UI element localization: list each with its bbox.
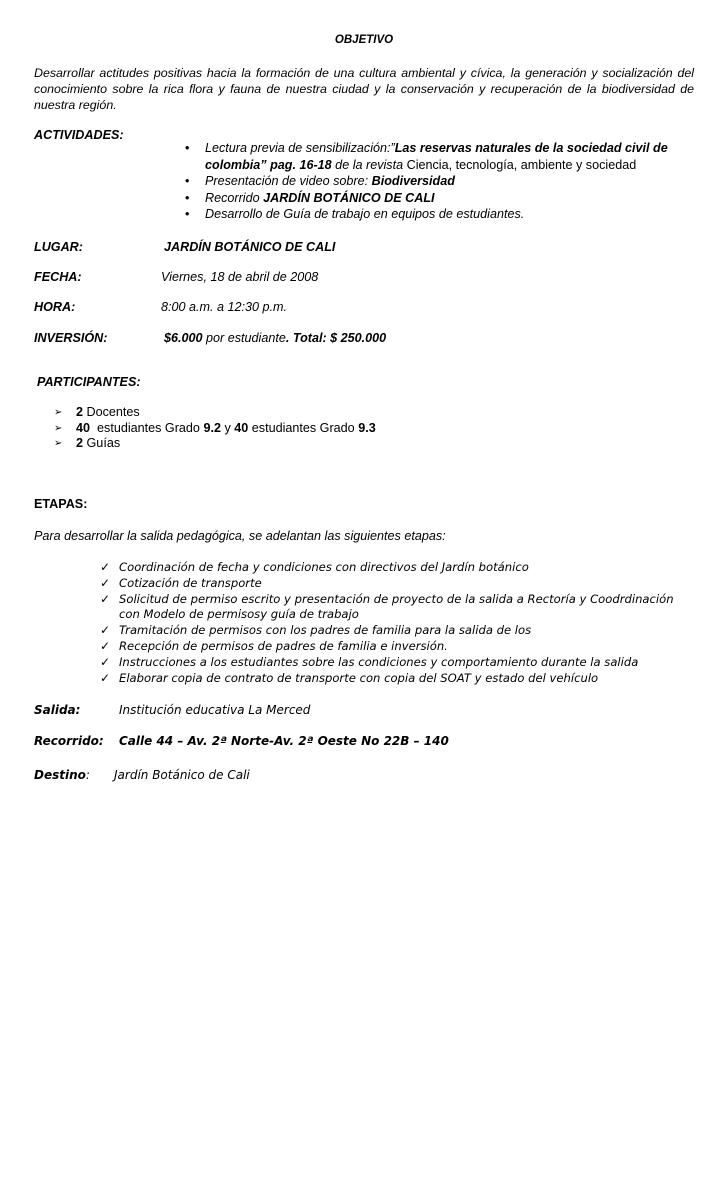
- recorrido-value: Calle 44 – Av. 2ª Norte-Av. 2ª Oeste No 22B – 140: [119, 734, 449, 748]
- inversion-value: $6.000 por estudiante. Total: $ 250.000: [164, 331, 387, 345]
- list-item: • Lectura previa de sensibilización:”Las reservas naturales de la sociedad civil de colombia” pag. 16-18 de la revista Ciencia, tecnología, ambiente y sociedad: [185, 141, 668, 172]
- bullet-icon: •: [185, 190, 190, 205]
- arrowhead-icon: ➢: [54, 407, 63, 418]
- list-item: • Presentación de video sobre: Biodiversidad: [185, 174, 455, 188]
- bullet-icon: •: [185, 141, 190, 155]
- participantes-label: PARTICIPANTES:: [37, 375, 141, 389]
- checkmark-icon: ✓: [100, 670, 111, 685]
- fecha-label: FECHA:: [34, 270, 82, 284]
- list-item: ✓ Cotización de transporte: [100, 575, 262, 590]
- checkmark-icon: ✓: [100, 623, 111, 638]
- destino-value: Jardín Botánico de Cali: [114, 768, 250, 782]
- activities-label: ACTIVIDADES:: [34, 128, 124, 142]
- hora-label: HORA:: [34, 300, 76, 314]
- list-item: ➢ 2 Docentes: [54, 405, 140, 419]
- list-item: ✓ Tramitación de permisos con los padres de familia para la salida de los: [100, 623, 532, 638]
- salida-label: Salida:: [34, 703, 81, 717]
- fecha-value: Viernes, 18 de abril de 2008: [161, 270, 319, 284]
- list-item: ✓ Recepción de permisos de padres de familia e inversión.: [100, 638, 448, 653]
- salida-value: Institución educativa La Merced: [119, 703, 311, 717]
- arrowhead-icon: ➢: [54, 438, 63, 449]
- checkmark-icon: ✓: [100, 575, 111, 590]
- list-item: ➢ 2 Guías: [54, 436, 121, 450]
- list-item: ✓ Instrucciones a los estudiantes sobre las condiciones y comportamiento durante la salida: [100, 654, 639, 669]
- list-item: ➢ 40 estudiantes Grado 9.2 y 40 estudiantes Grado 9.3: [54, 420, 376, 435]
- page-title: OBJETIVO: [334, 34, 394, 46]
- destino-label: Destino:: [34, 768, 90, 782]
- checkmark-icon: ✓: [100, 560, 111, 574]
- activities-list: [185, 140, 695, 223]
- recorrido-label: Recorrido:: [34, 734, 104, 748]
- list-item: ✓ Elaborar copia de contrato de transporte con copia del SOAT y estado del vehículo: [100, 670, 599, 685]
- etapas-list: [100, 560, 690, 686]
- etapas-intro: Para desarrollar la salida pedagógica, se adelantan las siguientes etapas:: [34, 529, 446, 543]
- lugar-label: LUGAR:: [34, 240, 83, 254]
- objective-paragraph: Desarrollar actitudes positivas hacia la formación de una cultura ambiental y cívica, la generación y socialización del conocimiento sobre la rica flora y fauna de nuestra ciudad y la conservación y recuperación de la biodiversidad de nuestra región.: [34, 66, 694, 112]
- list-item: • Recorrido JARDÍN BOTÁNICO DE CALI: [185, 190, 435, 205]
- list-item: ✓ Solicitud de permiso escrito y presentación de proyecto de la salida a Rectoría y Coodrdinación con Modelo de permisosy guía de trabajo: [100, 591, 674, 622]
- arrowhead-icon: ➢: [54, 422, 63, 434]
- lugar-value: JARDÍN BOTÁNICO DE CALI: [164, 240, 336, 254]
- checkmark-icon: ✓: [100, 654, 111, 669]
- list-item: • Desarrollo de Guía de trabajo en equipos de estudiantes.: [185, 207, 525, 221]
- inversion-label: INVERSIÓN:: [34, 331, 108, 345]
- list-item: ✓ Coordinación de fecha y condiciones con directivos del Jardín botánico: [100, 560, 529, 574]
- participantes-list: [54, 405, 376, 452]
- bullet-icon: •: [185, 207, 190, 221]
- bullet-icon: •: [185, 174, 190, 188]
- checkmark-icon: ✓: [100, 591, 111, 606]
- hora-value: 8:00 a.m. a 12:30 p.m.: [161, 300, 288, 314]
- checkmark-icon: ✓: [100, 638, 111, 653]
- etapas-label: ETAPAS:: [34, 497, 88, 511]
